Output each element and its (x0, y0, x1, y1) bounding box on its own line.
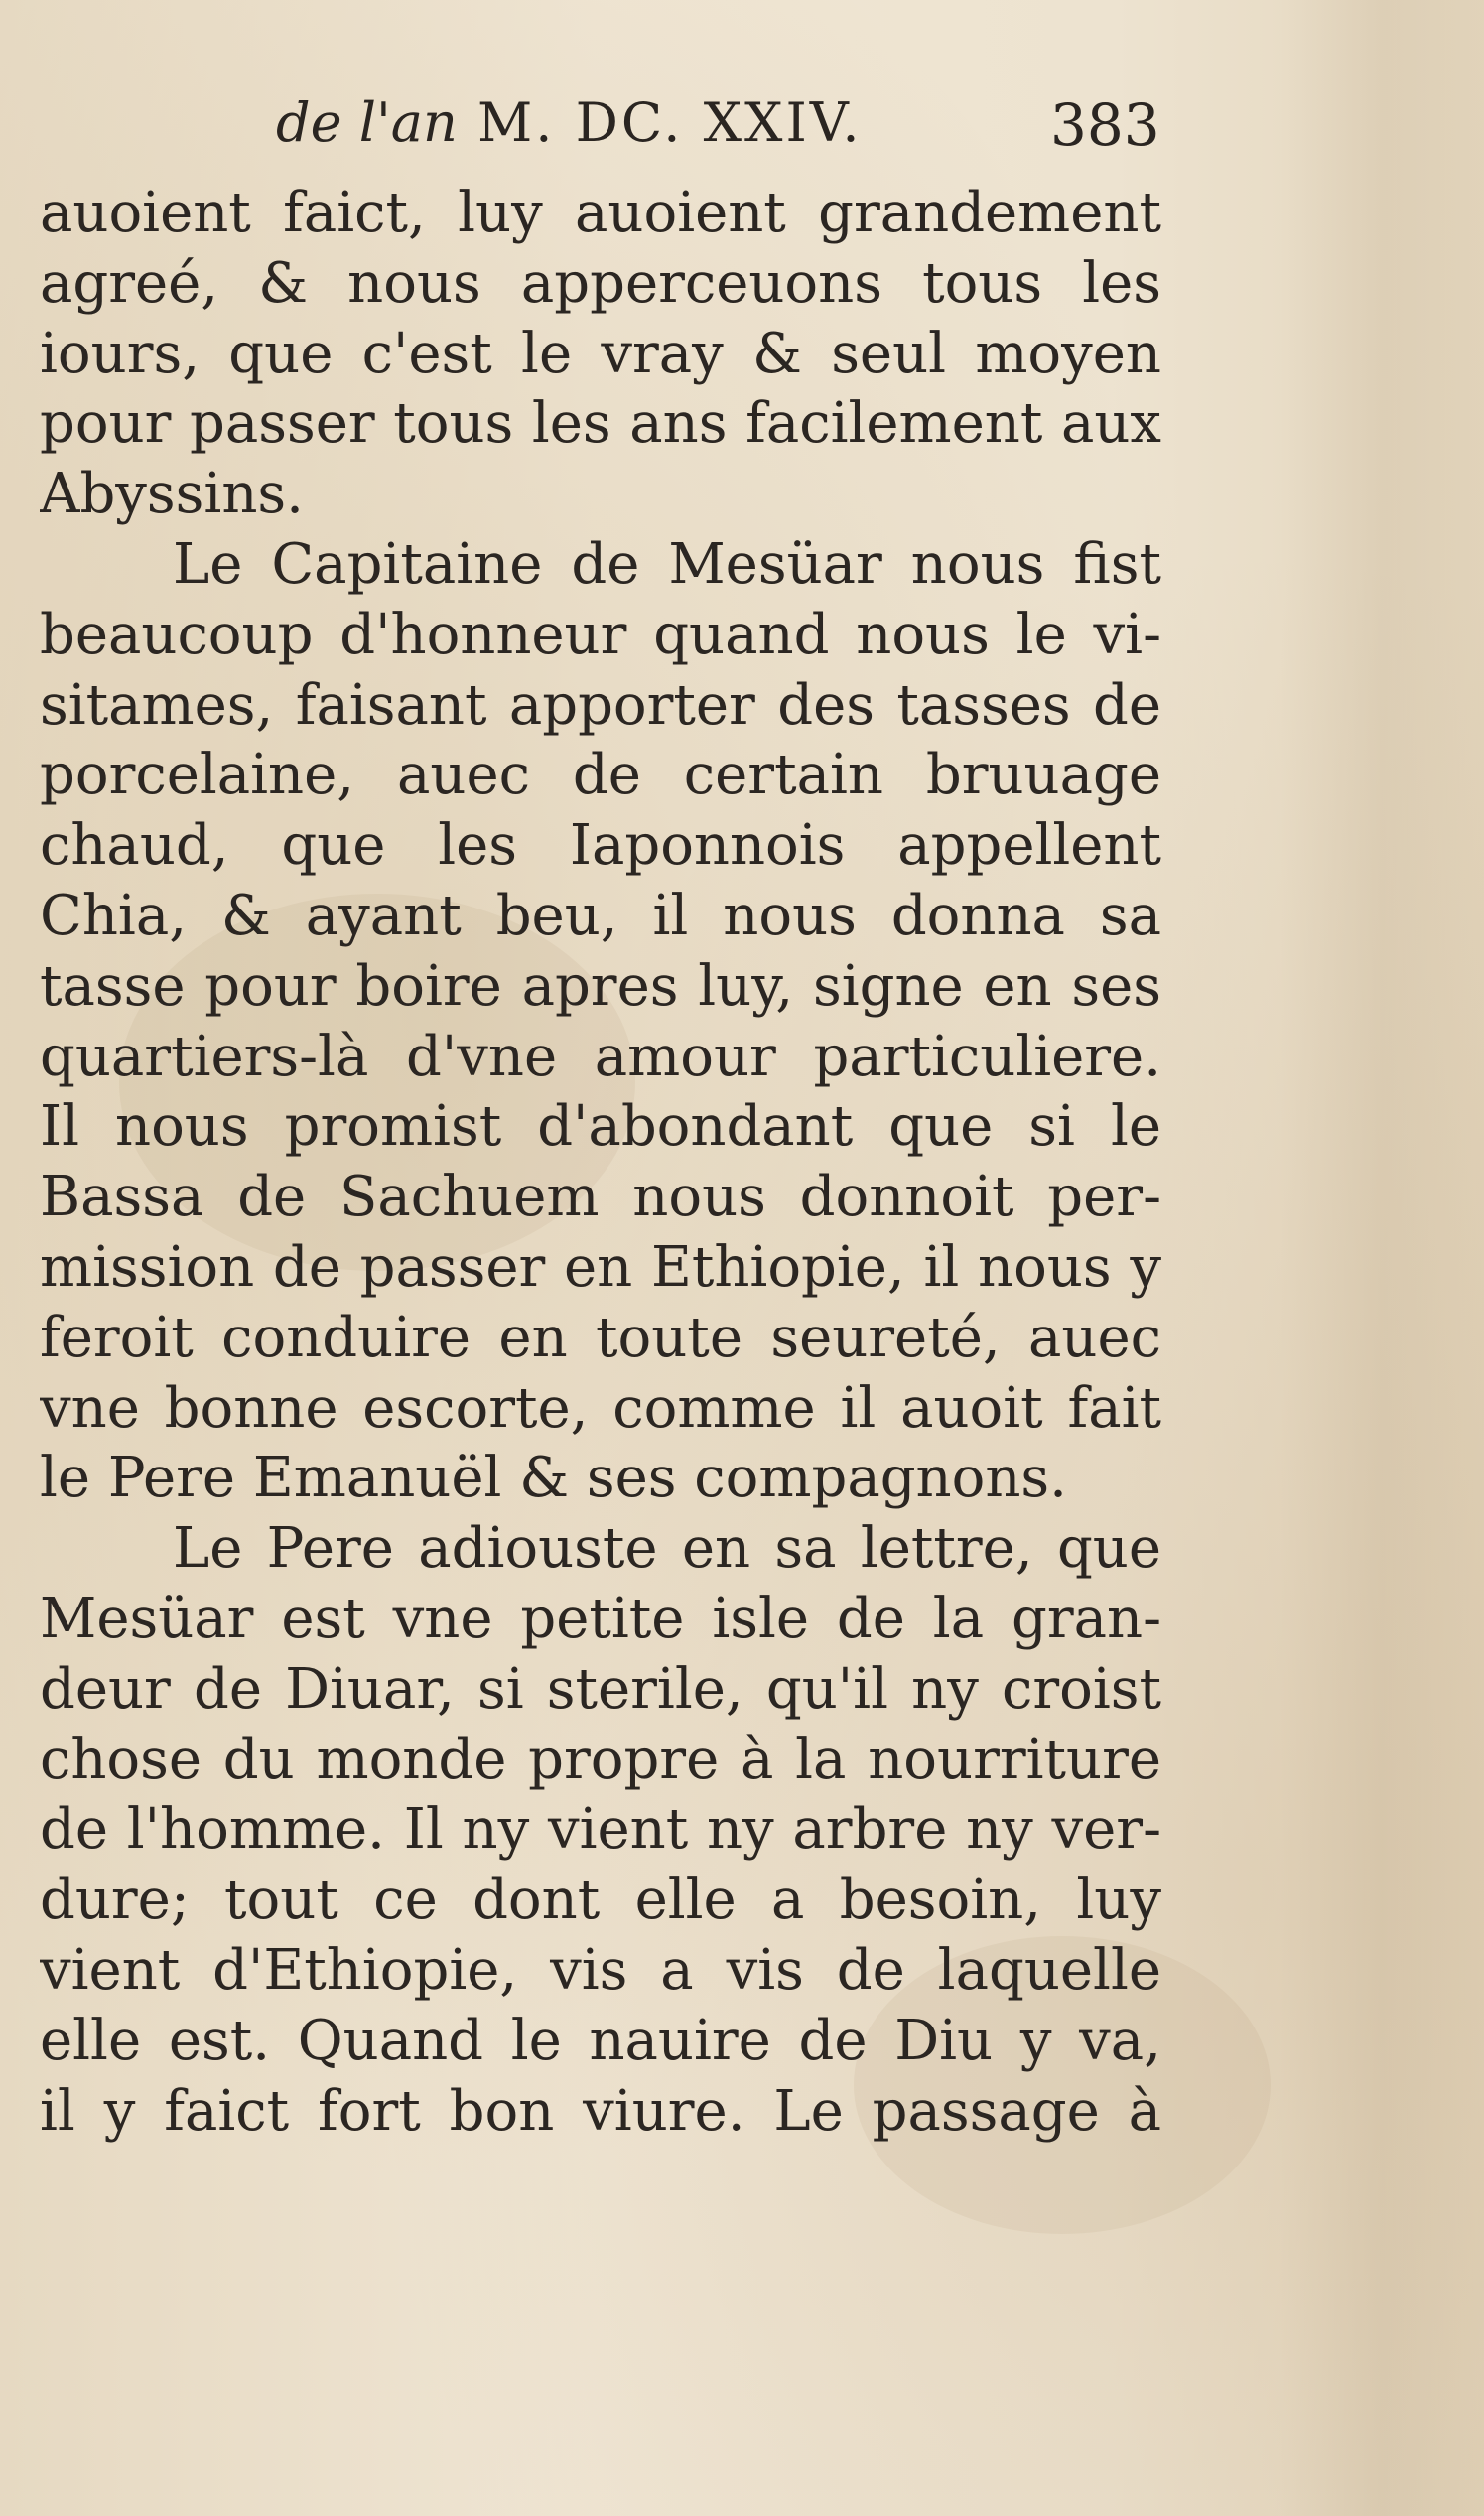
text-line: dure; tout ce dont elle a besoin, luy (40, 1868, 1161, 1933)
text-line: chaud, que les Iaponnois appellent (40, 813, 1161, 879)
running-head (276, 91, 863, 154)
text-line: il y faict fort bon viure. Le passage à (40, 2078, 1161, 2144)
text-line: mission de passer en Ethiopie, il nous y (40, 1234, 1161, 1300)
running-head-year: M. DC. XXIV. (476, 91, 863, 154)
running-head-prefix: de l'an (276, 91, 458, 154)
paragraph-start-line: Le Capitaine de Mesüar nous fist (173, 531, 1161, 597)
text-line: tasse pour boire apres luy, signe en ses (40, 953, 1161, 1019)
text-line: Il nous promist d'abondant que si le (40, 1094, 1161, 1160)
text-line: le Pere Emanuël & ses compagnons. (40, 1446, 1067, 1511)
text-line: Bassa de Sachuem nous donnoit per- (40, 1165, 1161, 1230)
text-line: deur de Diuar, si sterile, qu'il ny croist (40, 1656, 1161, 1722)
text-line: Abyssins. (40, 462, 304, 527)
text-line: porcelaine, auec de certain bruuage (40, 743, 1161, 808)
text-line: agreé, & nous apperceuons tous les (40, 250, 1161, 316)
text-line: Chia, & ayant beu, il nous donna sa (40, 883, 1161, 948)
page-gutter-shading (1281, 0, 1484, 2516)
text-line: elle est. Quand le nauire de Diu y va, (40, 2008, 1161, 2073)
text-line: iours, que c'est le vray & seul moyen (40, 321, 1161, 386)
paragraph-start-line: Le Pere adiouste en sa lettre, que (173, 1516, 1161, 1582)
page-header (0, 91, 1484, 181)
text-line: de l'homme. Il ny vient ny arbre ny ver- (40, 1797, 1161, 1863)
text-line: beaucoup d'honneur quand nous le vi- (40, 602, 1161, 667)
text-line: quartiers-là d'vne amour particuliere. (40, 1024, 1161, 1089)
text-line: feroit conduire en toute seureté, auec (40, 1305, 1161, 1370)
body-text (40, 179, 1161, 2147)
text-line: sitames, faisant apporter des tasses de (40, 672, 1161, 738)
text-line: vient d'Ethiopie, vis a vis de laquelle (40, 1937, 1161, 2003)
text-line: chose du monde propre à la nourriture (40, 1727, 1161, 1792)
text-line: pour passer tous les ans facilement aux (40, 391, 1161, 457)
text-line: vne bonne escorte, comme il auoit fait (40, 1375, 1161, 1441)
text-line: auoient faict, luy auoient grandement (40, 181, 1161, 245)
text-line: Mesüar est vne petite isle de la gran- (40, 1586, 1161, 1651)
page-number: 383 (1050, 91, 1160, 159)
